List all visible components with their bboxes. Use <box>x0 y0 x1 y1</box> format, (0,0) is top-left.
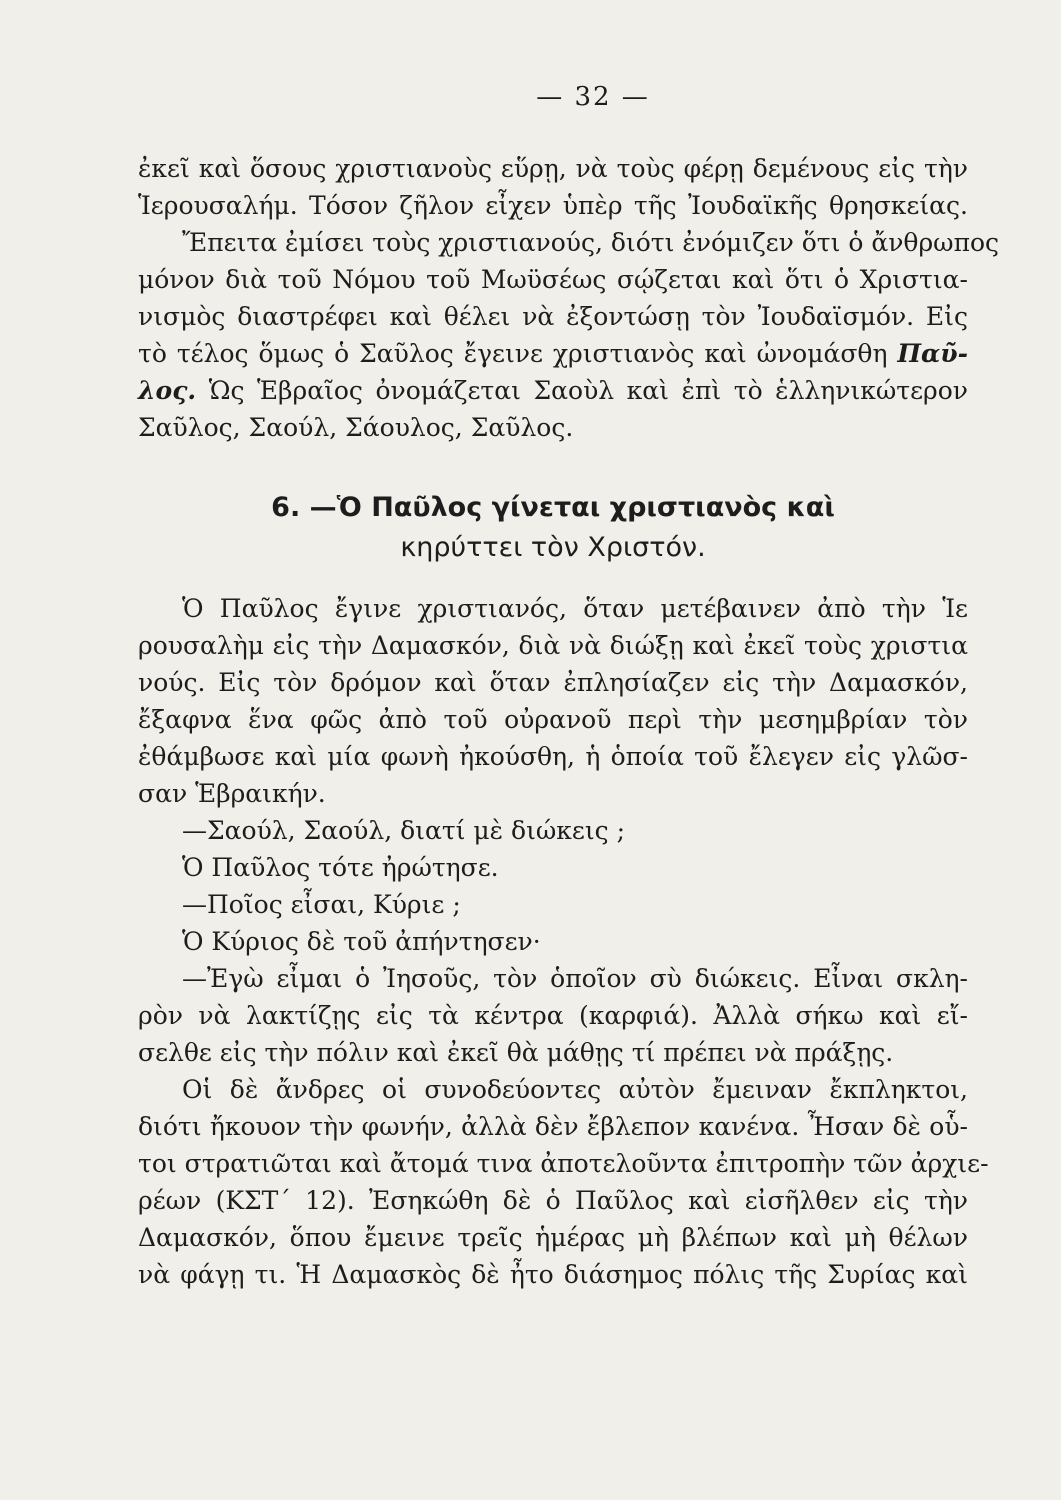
dialogue <box>138 812 968 960</box>
dialogue-line: Ὁ Κύριος δὲ τοῦ ἀπήντησεν· <box>182 927 541 956</box>
bold-word: Παῦ- <box>897 339 968 368</box>
paragraph-1 <box>138 150 1000 446</box>
text-line <box>138 335 968 372</box>
text-line: Δαμασκόν, ὅπου ἔμεινε τρεῖς ἡμέρας μὴ βλέπων καὶ μὴ θέλων <box>138 1223 968 1252</box>
text-line <box>138 372 968 409</box>
dialogue-line: Ὁ Παῦλος τότε ἠρώτησε. <box>182 853 499 882</box>
text-line: ρὸν νὰ λακτίζῃς εἰς τὰ κέντρα (καρφιά). Ἀλλὰ σήκω καὶ εἴ- <box>138 1001 968 1030</box>
section-heading <box>138 488 968 568</box>
text-line: —Ἐγὼ εἶμαι ὁ Ἰησοῦς, τὸν ὁποῖον σὺ διώκεις. Εἶναι σκλη- <box>182 964 968 993</box>
text-line: Σαῦλος, Σαούλ, Σάουλος, Σαῦλος. <box>138 413 574 442</box>
text-line: ἔξαφνα ἕνα φῶς ἀπὸ τοῦ οὐρανοῦ περὶ τὴν μεσημβρίαν τὸν <box>138 705 968 734</box>
text-line: νισμὸς διαστρέφει καὶ θέλει νὰ ἐξοντώσῃ τὸν Ἰουδαϊσμόν. Εἰς <box>138 302 968 331</box>
heading-title-line2: κηρύττει τὸν Χριστόν. <box>400 532 706 563</box>
text-line: νὰ φάγῃ τι. Ἡ Δαμασκὸς δὲ ἦτο διάσημος πόλις τῆς Συρίας καὶ <box>138 1260 968 1289</box>
text-line: νούς. Εἰς τὸν δρόμον καὶ ὅταν ἐπλησίαζεν εἰς τὴν Δαμασκόν, <box>138 668 968 697</box>
paragraph-3 <box>138 960 968 1071</box>
text-segment: Ὡς Ἑβραῖος ὀνομάζεται Σαοὺλ καὶ ἐπὶ τὸ ἑλληνικώτερον <box>208 376 968 405</box>
text-line: Ἔπειτα ἐμίσει τοὺς χριστιανούς, διότι ἐνόμιζεν ὅτι ὁ ἄνθρωπος <box>182 228 1000 257</box>
text-line: διότι ἤκουον τὴν φωνήν, ἀλλὰ δὲν ἔβλεπον κανένα. Ἦσαν δὲ οὗ- <box>138 1112 968 1141</box>
text-segment: τὸ τέλος ὅμως ὁ Σαῦλος ἔγεινε χριστιανὸς καὶ ὠνομάσθη <box>138 339 888 368</box>
section-number: 6. — <box>271 492 337 523</box>
text-line: Ἱερουσαλήμ. Τόσον ζῆλον εἶχεν ὑπὲρ τῆς Ἰουδαϊκῆς θρησκείας. <box>138 191 968 220</box>
text-line: Οἱ δὲ ἄνδρες οἱ συνοδεύοντες αὐτὸν ἔμειναν ἔκπληκτοι, <box>182 1075 968 1104</box>
text-line: Ὁ Παῦλος ἔγινε χριστιανός, ὅταν μετέβαινεν ἀπὸ τὴν Ἱε <box>182 594 968 623</box>
text-line: ρουσαλὴμ εἰς τὴν Δαμασκόν, διὰ νὰ διώξῃ καὶ ἐκεῖ τοὺς χριστια <box>138 631 968 660</box>
page-number: — 32 — <box>536 82 650 112</box>
text-line: μόνον διὰ τοῦ Νόμου τοῦ Μωϋσέως σῴζεται καὶ ὅτι ὁ Χριστια- <box>138 265 968 294</box>
heading-line <box>138 488 968 528</box>
heading-title-line1: Ὁ Παῦλος γίνεται χριστιανὸς καὶ <box>336 492 835 523</box>
text-line: τοι στρατιῶται καὶ ἄτομά τινα ἀποτελοῦντα ἐπιτροπὴν τῶν ἀρχιε- <box>138 1149 989 1178</box>
text-line: ρέων (ΚΣΤ΄ 12). Ἐσηκώθη δὲ ὁ Παῦλος καὶ εἰσῆλθεν εἰς τὴν <box>138 1186 968 1215</box>
dialogue-line: —Σαούλ, Σαούλ, διατί μὲ διώκεις ; <box>182 816 626 845</box>
text-line: ἐκεῖ καὶ ὅσους χριστιανοὺς εὕρῃ, νὰ τοὺς φέρῃ δεμένους εἰς τὴν <box>138 154 968 183</box>
text-line: σελθε εἰς τὴν πόλιν καὶ ἐκεῖ θὰ μάθῃς τί πρέπει νὰ πράξῃς. <box>138 1038 894 1067</box>
book-page <box>138 82 1000 1293</box>
text-line: ἐθάμβωσε καὶ μία φωνὴ ἠκούσθη, ἡ ὁποία τοῦ ἔλεγεν εἰς γλῶσ- <box>138 742 968 771</box>
bold-word: λος. <box>138 376 197 405</box>
text-line: σαν Ἑβραικήν. <box>138 779 326 808</box>
dialogue-line: —Ποῖος εἶσαι, Κύριε ; <box>182 890 461 919</box>
paragraph-4 <box>138 1071 989 1293</box>
paragraph-2 <box>138 590 968 812</box>
